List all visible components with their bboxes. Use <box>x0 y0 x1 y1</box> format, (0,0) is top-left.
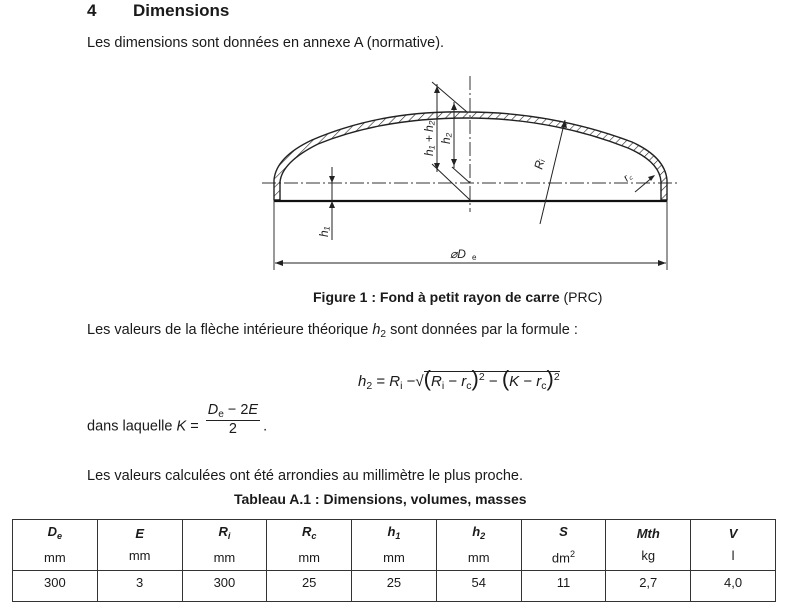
header-E: E mm <box>97 520 182 571</box>
label-h2: h₂ <box>439 132 453 144</box>
dished-head-drawing <box>262 72 682 282</box>
header-V: V l <box>691 520 776 571</box>
cell-h1: 25 <box>352 571 437 602</box>
table-caption: Tableau A.1 : Dimensions, volumes, masses <box>234 491 527 507</box>
label-rc: r꜀ <box>621 170 635 185</box>
table-row <box>13 571 776 602</box>
header-S: S $dm^2$ <box>521 520 606 571</box>
table-header-row <box>13 520 776 571</box>
cell-V: 4,0 <box>691 571 776 602</box>
header-h2: $h_2$ mm <box>436 520 521 571</box>
label-h1: h₁ <box>317 226 331 237</box>
figure-caption: Figure 1 : Fond à petit rayon de carre (PRC) <box>313 289 603 305</box>
header-Rc: $R_c$ mm <box>267 520 352 571</box>
cell-Ri: 300 <box>182 571 267 602</box>
cell-De: 300 <box>13 571 98 602</box>
section-title: Dimensions <box>133 1 230 20</box>
cell-S: 11 <box>521 571 606 602</box>
section-number: 4 <box>87 1 97 20</box>
cell-Mth: 2,7 <box>606 571 691 602</box>
svg-text:e: e <box>472 253 477 262</box>
h2-formula: $h_2 = R_i -√(R_i - r_c)^2 - (K - r_c)^2$ <box>358 366 560 392</box>
label-De: ⌀D <box>450 247 466 261</box>
dimensions-table <box>12 519 776 602</box>
cell-h2: 54 <box>436 571 521 602</box>
formula-intro: Les valeurs de la flèche intérieure théorique $h_2$ sont données par la formule : <box>87 322 578 340</box>
header-Mth: Mth kg <box>606 520 691 571</box>
section-intro: Les dimensions sont données en annexe A (normative). <box>87 35 445 51</box>
label-Ri: Rᵢ <box>531 157 548 171</box>
k-definition: dans laquelle K = $\frac{D_e - 2E}{2}$ . <box>87 402 268 437</box>
cell-E: 3 <box>97 571 182 602</box>
header-h1: $h_1$ mm <box>352 520 437 571</box>
header-Ri: $R_i$ mm <box>182 520 267 571</box>
header-De: $D_e$ mm <box>13 520 98 571</box>
rounding-note: Les valeurs calculées ont été arrondies au millimètre le plus proche. <box>87 468 524 484</box>
label-h1-plus-h2: h₁ + h₂ <box>422 120 436 156</box>
cell-Rc: 25 <box>267 571 352 602</box>
